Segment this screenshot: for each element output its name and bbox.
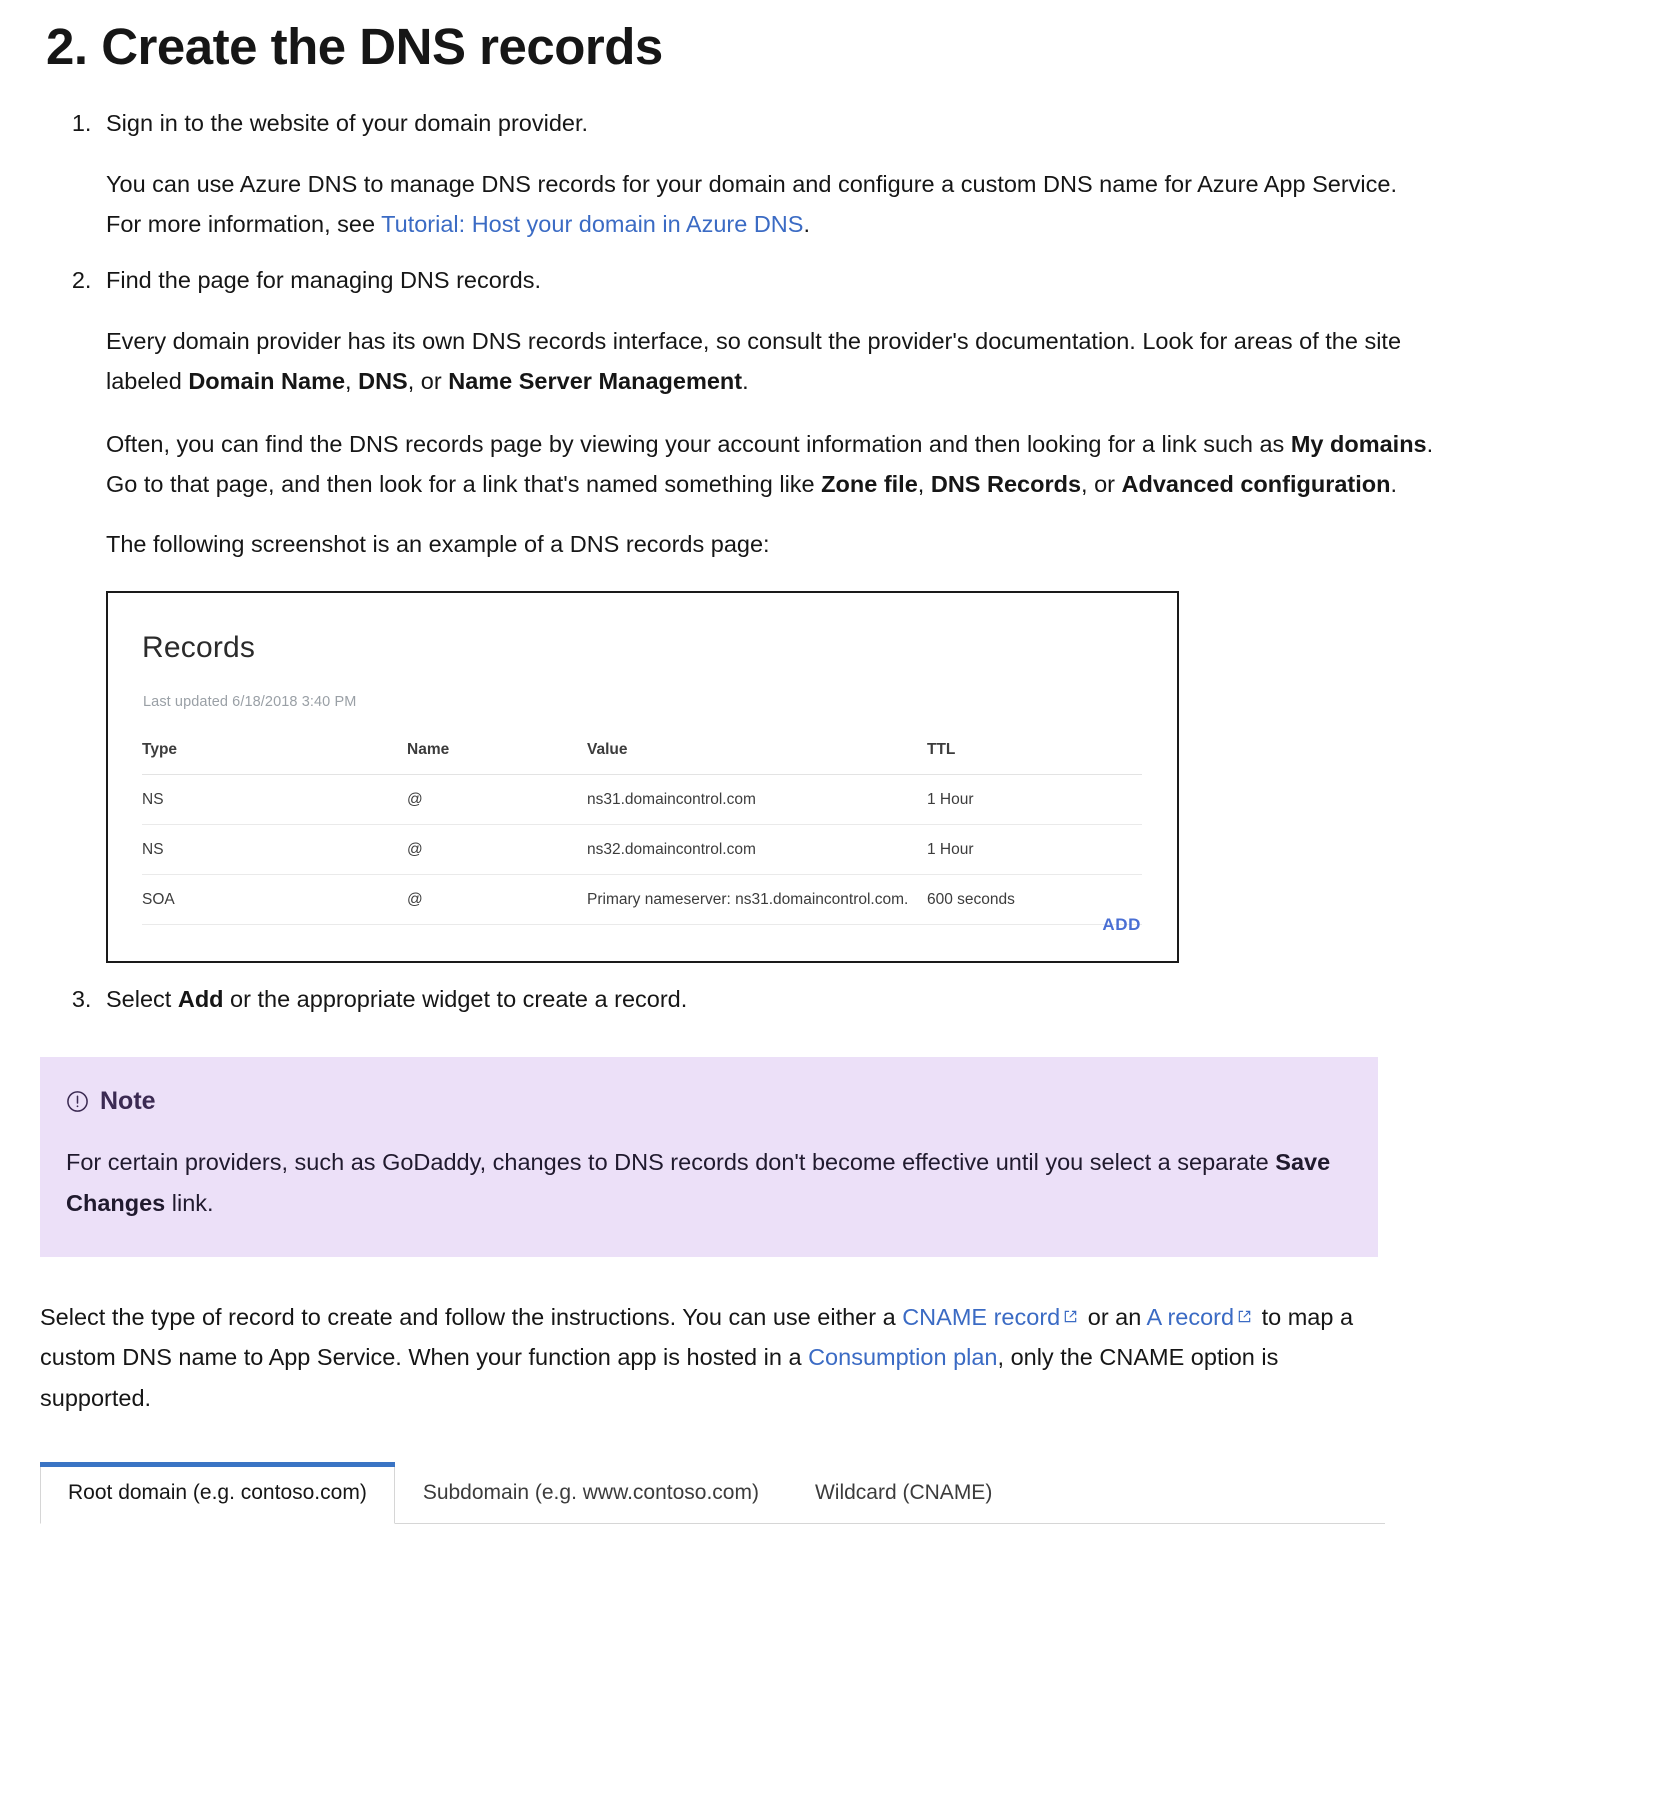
dns-records-screenshot: [106, 591, 1179, 963]
bold-zone-file: Zone file: [821, 470, 918, 497]
note-body: [66, 1142, 1352, 1223]
step-2-paragraph-2: [106, 424, 1436, 505]
paragraph-text: or an: [1081, 1304, 1147, 1331]
step-1-paragraph-1: [106, 164, 1436, 245]
paragraph-text: ,: [917, 470, 931, 497]
paragraph-text: Every domain provider has its own DNS records interface, so consult the provider's documentation. Look for areas of the site labeled: [106, 327, 1402, 395]
paragraph-text: ,: [345, 368, 359, 395]
cell-ttl: 1 Hour: [927, 824, 1142, 874]
step-item-2: [98, 262, 1615, 962]
paragraph-text: .: [742, 368, 749, 395]
cell-name: @: [407, 824, 587, 874]
record-type-paragraph: [40, 1297, 1385, 1418]
step-2-paragraph-3: The following screenshot is an example of a DNS records page:: [106, 531, 770, 558]
bold-dns-records: DNS Records: [930, 470, 1082, 497]
tab-root-domain[interactable]: [40, 1462, 395, 1524]
paragraph-text: You can use Azure DNS to manage DNS records for your domain and configure a custom DNS name for Azure App Service. For more information, see: [106, 170, 1397, 237]
paragraph-text: Select the type of record to create and follow the instructions. You can use either a: [40, 1304, 903, 1331]
paragraph-text: Select: [106, 985, 178, 1012]
note-callout: [40, 1057, 1378, 1257]
records-table-header-row: [142, 732, 1142, 775]
azure-dns-tutorial-link[interactable]: Tutorial: Host your domain in Azure DNS: [381, 210, 804, 237]
steps-list: [46, 105, 1615, 1017]
bold-my-domains: My domains: [1290, 430, 1427, 457]
consumption-plan-link[interactable]: Consumption plan: [808, 1344, 998, 1371]
bold-save-changes: Save Changes: [66, 1149, 1331, 1216]
records-card-title: Records: [142, 630, 256, 664]
bold-domain-name: Domain Name: [188, 368, 346, 395]
cell-ttl: 600 seconds: [927, 874, 1142, 924]
cell-type: NS: [142, 824, 407, 874]
external-link-icon: [1237, 1309, 1252, 1324]
paragraph-text: , or: [407, 368, 449, 395]
column-header-value: Value: [587, 732, 927, 775]
step-2-text: Find the page for managing DNS records.: [106, 267, 541, 294]
paragraph-text: , or: [1081, 470, 1122, 497]
tab-label: Wildcard (CNAME): [814, 1481, 993, 1505]
records-last-updated: Last updated 6/18/2018 3:40 PM: [143, 694, 357, 711]
doc-page: [0, 18, 1663, 1524]
step-item-3: [98, 981, 1615, 1017]
paragraph-text: . Go to that page, and then look for a link that's named something like: [106, 430, 1434, 497]
note-header: [66, 1087, 1352, 1116]
step-3-text: [106, 986, 687, 1012]
bold-advanced-configuration: Advanced configuration: [1121, 470, 1391, 497]
cname-record-link[interactable]: CNAME record: [902, 1304, 1061, 1331]
paragraph-text: to map a custom DNS name to App Service. When your function app is hosted in a: [40, 1304, 1354, 1371]
bold-dns: DNS: [358, 368, 408, 395]
column-header-ttl: TTL: [927, 732, 1142, 775]
cell-name: @: [407, 774, 587, 824]
paragraph-text: , only the CNAME option is supported.: [40, 1344, 1279, 1411]
cell-value: ns31.domaincontrol.com: [587, 774, 927, 824]
table-row: [142, 874, 1142, 924]
note-text: link.: [165, 1189, 214, 1216]
column-header-type: Type: [142, 732, 407, 775]
tab-label: Subdomain (e.g. www.contoso.com): [422, 1481, 759, 1505]
note-text: For certain providers, such as GoDaddy, changes to DNS records don't become effective until you select a separate: [66, 1149, 1276, 1176]
tab-wildcard-cname[interactable]: [787, 1462, 1020, 1523]
step-item-1: [98, 105, 1615, 244]
cell-value: Primary nameserver: ns31.domaincontrol.com.: [587, 874, 927, 924]
page-title: 2. Create the DNS records: [46, 18, 663, 75]
paragraph-text: Often, you can find the DNS records page by viewing your account information and then looking for a link such as: [106, 430, 1291, 457]
column-header-name: Name: [407, 732, 587, 775]
bold-name-server-management: Name Server Management: [448, 368, 743, 395]
tab-label: Root domain (e.g. contoso.com): [68, 1480, 367, 1504]
records-table: [142, 732, 1142, 925]
paragraph-text: or the appropriate widget to create a record.: [223, 985, 688, 1012]
external-link-icon: [1063, 1309, 1078, 1324]
cell-value: ns32.domaincontrol.com: [587, 824, 927, 874]
bold-add: Add: [177, 985, 224, 1012]
exclamation-circle-icon: [66, 1090, 89, 1113]
note-label: Note: [100, 1087, 156, 1116]
tab-subdomain[interactable]: [395, 1462, 787, 1523]
step-1-text: Sign in to the website of your domain provider.: [106, 110, 589, 137]
paragraph-period: .: [803, 210, 810, 237]
add-record-button: ADD: [1102, 915, 1141, 935]
record-type-tabs: [40, 1462, 1385, 1524]
paragraph-text: .: [1390, 470, 1398, 497]
cell-type: SOA: [142, 874, 407, 924]
step-2-paragraph-1: [106, 321, 1436, 402]
table-row: [142, 824, 1142, 874]
a-record-link[interactable]: A record: [1146, 1304, 1235, 1331]
cell-type: NS: [142, 774, 407, 824]
cell-ttl: 1 Hour: [927, 774, 1142, 824]
cell-name: @: [407, 874, 587, 924]
table-row: [142, 774, 1142, 824]
